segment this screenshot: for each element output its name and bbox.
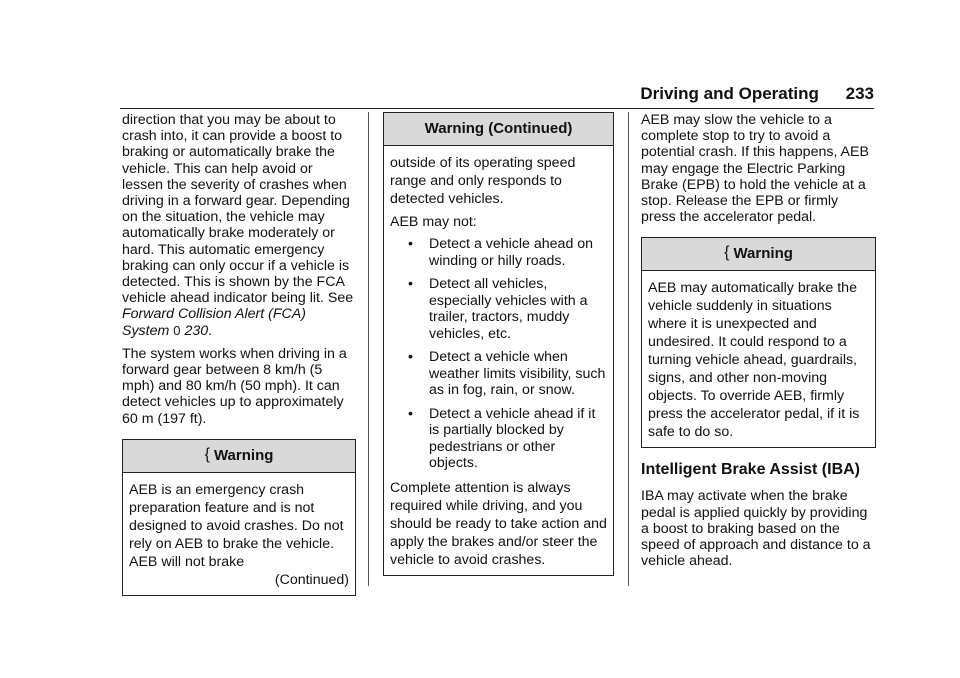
section-heading: Intelligent Brake Assist (IBA) [641, 461, 861, 479]
bullet-icon: • [408, 236, 413, 252]
section-title: Driving and Operating [640, 84, 819, 103]
header-rule [120, 108, 874, 109]
bullet-icon: • [408, 276, 413, 292]
list-item-text: Detect a vehicle ahead on winding or hilly roads. [429, 236, 594, 269]
list-item-text: Detect a vehicle when weather limits visibility, such as in fog, rain, or snow. [429, 349, 606, 398]
warning-icon: { [724, 244, 730, 262]
list-item [390, 349, 607, 399]
column-divider-1 [368, 112, 369, 586]
bullet-icon: • [408, 349, 413, 365]
list-item-text: Detect a vehicle ahead if it is partially blocked by pedestrians or other objects. [429, 405, 596, 471]
paragraph: The system works when driving in a forward gear between 8 km/h (5 mph) and 80 km/h (50 mph). It can detect vehicles up to approximately 60 m (197 ft). [122, 345, 347, 427]
cross-reference-page[interactable]: 230 [184, 322, 209, 339]
column-1 [122, 112, 356, 596]
paragraph [122, 112, 356, 339]
column-3 [641, 112, 876, 576]
warning-closing: Complete attention is always required while driving, and you should be ready to take action and apply the brakes and/or steer the vehicle to avoid crashes. [390, 479, 607, 568]
column-2 [383, 112, 614, 576]
list-item [390, 236, 607, 269]
warning-header: Warning (Continued) [384, 113, 613, 146]
period: . [208, 322, 213, 339]
warning-box-continued [383, 112, 614, 576]
warning-intro: outside of its operating speed range and only responds to detected vehicles. [390, 155, 576, 207]
page-ref-icon: 0 [173, 322, 181, 338]
warning-title: Warning [213, 446, 274, 464]
paragraph-text: direction that you may be about to crash into, it can provide a boost to braking or automatically brake the vehicle. This can help avoid or lessen the severity of crashes when driving in a forward gear. Depending on the situation, the vehicle may automatically brake moderately or hard. This automatic emergency braking can only occur if a vehicle is detected. This is shown by the FCA vehicle ahead indicator being lit. [122, 112, 350, 307]
warning-text: AEB is an emergency crash preparation feature and is not designed to avoid crashes. Do not rely on AEB to brake the vehicle. AEB will not brake [129, 481, 344, 570]
warning-header [642, 238, 875, 271]
list-item [390, 406, 607, 472]
paragraph: AEB may slow the vehicle to a complete stop to try to avoid a potential crash. If this happens, AEB may engage the Electric Parking Brake (EPB) to hold the vehicle at a stop. Release the EPB or firmly press the accelerator pedal. [641, 112, 869, 226]
bullet-list [390, 236, 607, 472]
warning-box [641, 237, 876, 448]
page-number: 233 [845, 84, 874, 103]
warning-icon: { [204, 445, 210, 463]
warning-box [122, 439, 356, 596]
column-divider-2 [628, 112, 629, 586]
warning-header [123, 440, 355, 473]
see-prefix: See [327, 290, 354, 307]
warning-title: Warning [733, 245, 793, 263]
warning-body: AEB may automatically brake the vehicle suddenly in situations where it is unexpected and undesired. It could respond to a turning vehicle ahead, guardrails, signs, and other non-moving objects. To override AEB, firmly press the accelerator pedal, if it is safe to do so. [648, 280, 860, 441]
warning-body [123, 473, 355, 595]
warning-body [384, 146, 613, 575]
page-header [0, 80, 874, 108]
warning-lead: AEB may not: [390, 214, 477, 230]
list-item-text: Detect all vehicles, especially vehicles with a trailer, tractors, muddy vehicles, etc. [429, 276, 588, 342]
continued-label: (Continued) [274, 571, 349, 588]
paragraph: IBA may activate when the brake pedal is applied quickly by providing a boost to braking based on the speed of approach and distance to a vehicle ahead. [641, 488, 871, 570]
bullet-icon: • [408, 405, 413, 422]
list-item [390, 276, 607, 342]
cross-reference-link[interactable]: Forward Collision Alert (FCA) System [122, 306, 306, 339]
